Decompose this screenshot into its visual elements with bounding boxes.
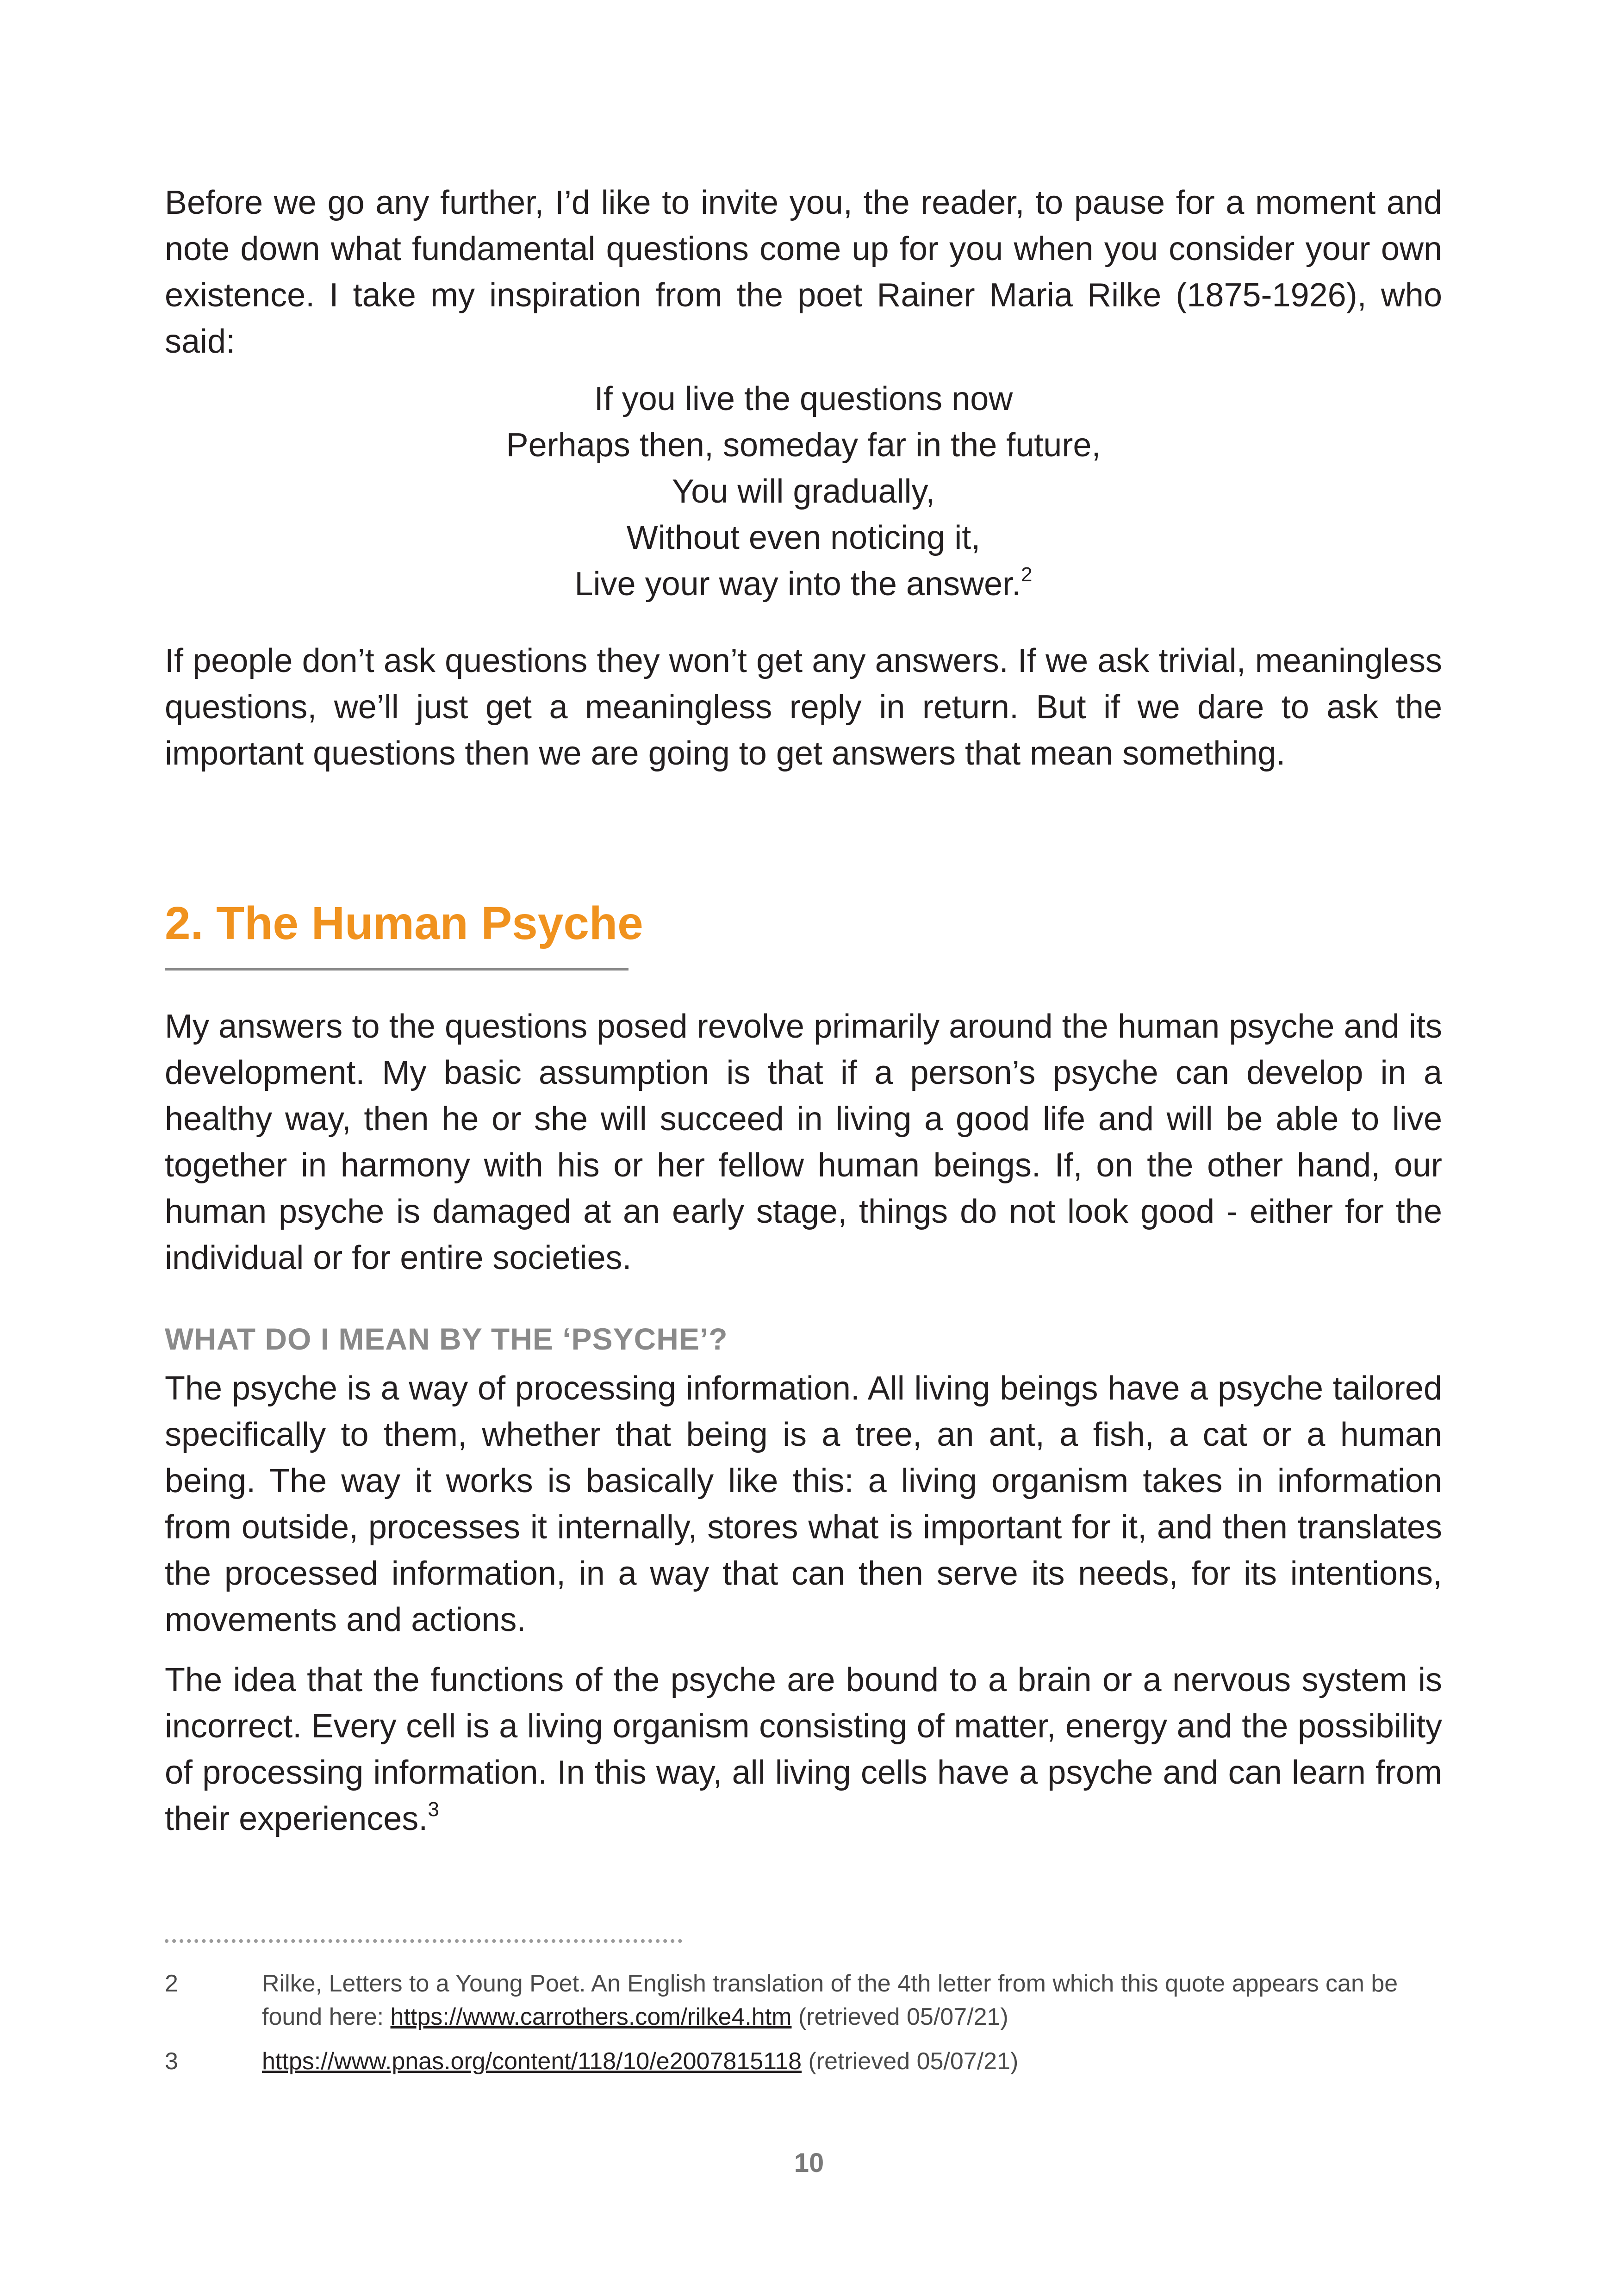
footnote-number: 2 bbox=[165, 1970, 178, 1997]
intro-paragraph: Before we go any further, I’d like to invite you, the reader, to pause for a moment and note down what fundamental questions come up for you when you consider your own existence. I take my inspiration from the poet Rainer Maria Rilke (1875-1926), who said: bbox=[165, 184, 1442, 360]
footnote-number: 3 bbox=[165, 2048, 178, 2075]
page-number: 10 bbox=[794, 2148, 824, 2178]
poem-line: If you live the questions now bbox=[594, 380, 1013, 417]
paragraph-cells-text: The idea that the functions of the psyche are bound to a brain or a nervous system is incorrect. Every cell is a living organism consisting of matter, energy and the possibility of processing information. In this way, all living cells have a psyche and can learn from their experiences. bbox=[165, 1661, 1442, 1837]
footnote-2 bbox=[165, 1967, 1424, 2036]
paragraph-psyche-development: My answers to the questions posed revolve primarily around the human psyche and its development. My basic assumption is that if a person’s psyche can develop in a healthy way, then he or she will succeed in living a good life and will be able to live together in harmony with his or her fellow human beings. If, on the other hand, our human psyche is damaged at an early stage, things do not look good - either for the individual or for entire societies. bbox=[165, 1008, 1442, 1276]
footnote-retrieved: (retrieved 05/07/21) bbox=[802, 2048, 1019, 2075]
poem-line: Perhaps then, someday far in the future, bbox=[506, 427, 1101, 464]
footnote-ref-3[interactable]: 3 bbox=[428, 1798, 439, 1821]
footnote-text bbox=[262, 2045, 1419, 2078]
footnote-text bbox=[262, 1967, 1419, 2034]
footnote-divider bbox=[165, 1939, 682, 1943]
footnote-ref-2[interactable]: 2 bbox=[1021, 563, 1033, 586]
poem-line: Without even noticing it, bbox=[626, 519, 981, 556]
poem-line-last bbox=[165, 561, 1442, 607]
poem-line: You will gradually, bbox=[672, 473, 935, 510]
paragraph-psyche-definition: The psyche is a way of processing information. All living beings have a psyche tailored specifically to them, whether that being is a tree, an ant, a fish, a cat or a human being. The way it works is basically like this: a living organism takes in information from outside, processes it internally, stores what is important for it, and then translates the processed information, in a way that can then serve its needs, for its intentions, movements and actions. bbox=[165, 1370, 1442, 1638]
poem-line-text: Live your way into the answer. bbox=[574, 566, 1021, 603]
paragraph-questions: If people don’t ask questions they won’t get any answers. If we ask trivial, meaningless questions, we’ll just get a meaningless reply in return. But if we dare to ask the important questions then we are going to get answers that mean something. bbox=[165, 642, 1442, 772]
footnote-link[interactable]: https://www.pnas.org/content/118/10/e2007815118 bbox=[262, 2048, 802, 2075]
footnote-text-before: Rilke, Letters to a Young Poet. An English translation of the 4th letter from which this quote appears can be found here: bbox=[262, 1970, 1398, 2030]
paragraph-cells bbox=[165, 1657, 1442, 1842]
footnote-link[interactable]: https://www.carrothers.com/rilke4.htm bbox=[390, 2004, 792, 2030]
footnote-3 bbox=[165, 2045, 1424, 2082]
section-heading: 2. The Human Psyche bbox=[165, 897, 643, 949]
rilke-poem bbox=[165, 376, 1442, 607]
heading-underline bbox=[165, 968, 629, 971]
footnote-retrieved: (retrieved 05/07/21) bbox=[791, 2004, 1008, 2030]
subheading-psyche: WHAT DO I MEAN BY THE ‘PSYCHE’? bbox=[165, 1322, 728, 1356]
